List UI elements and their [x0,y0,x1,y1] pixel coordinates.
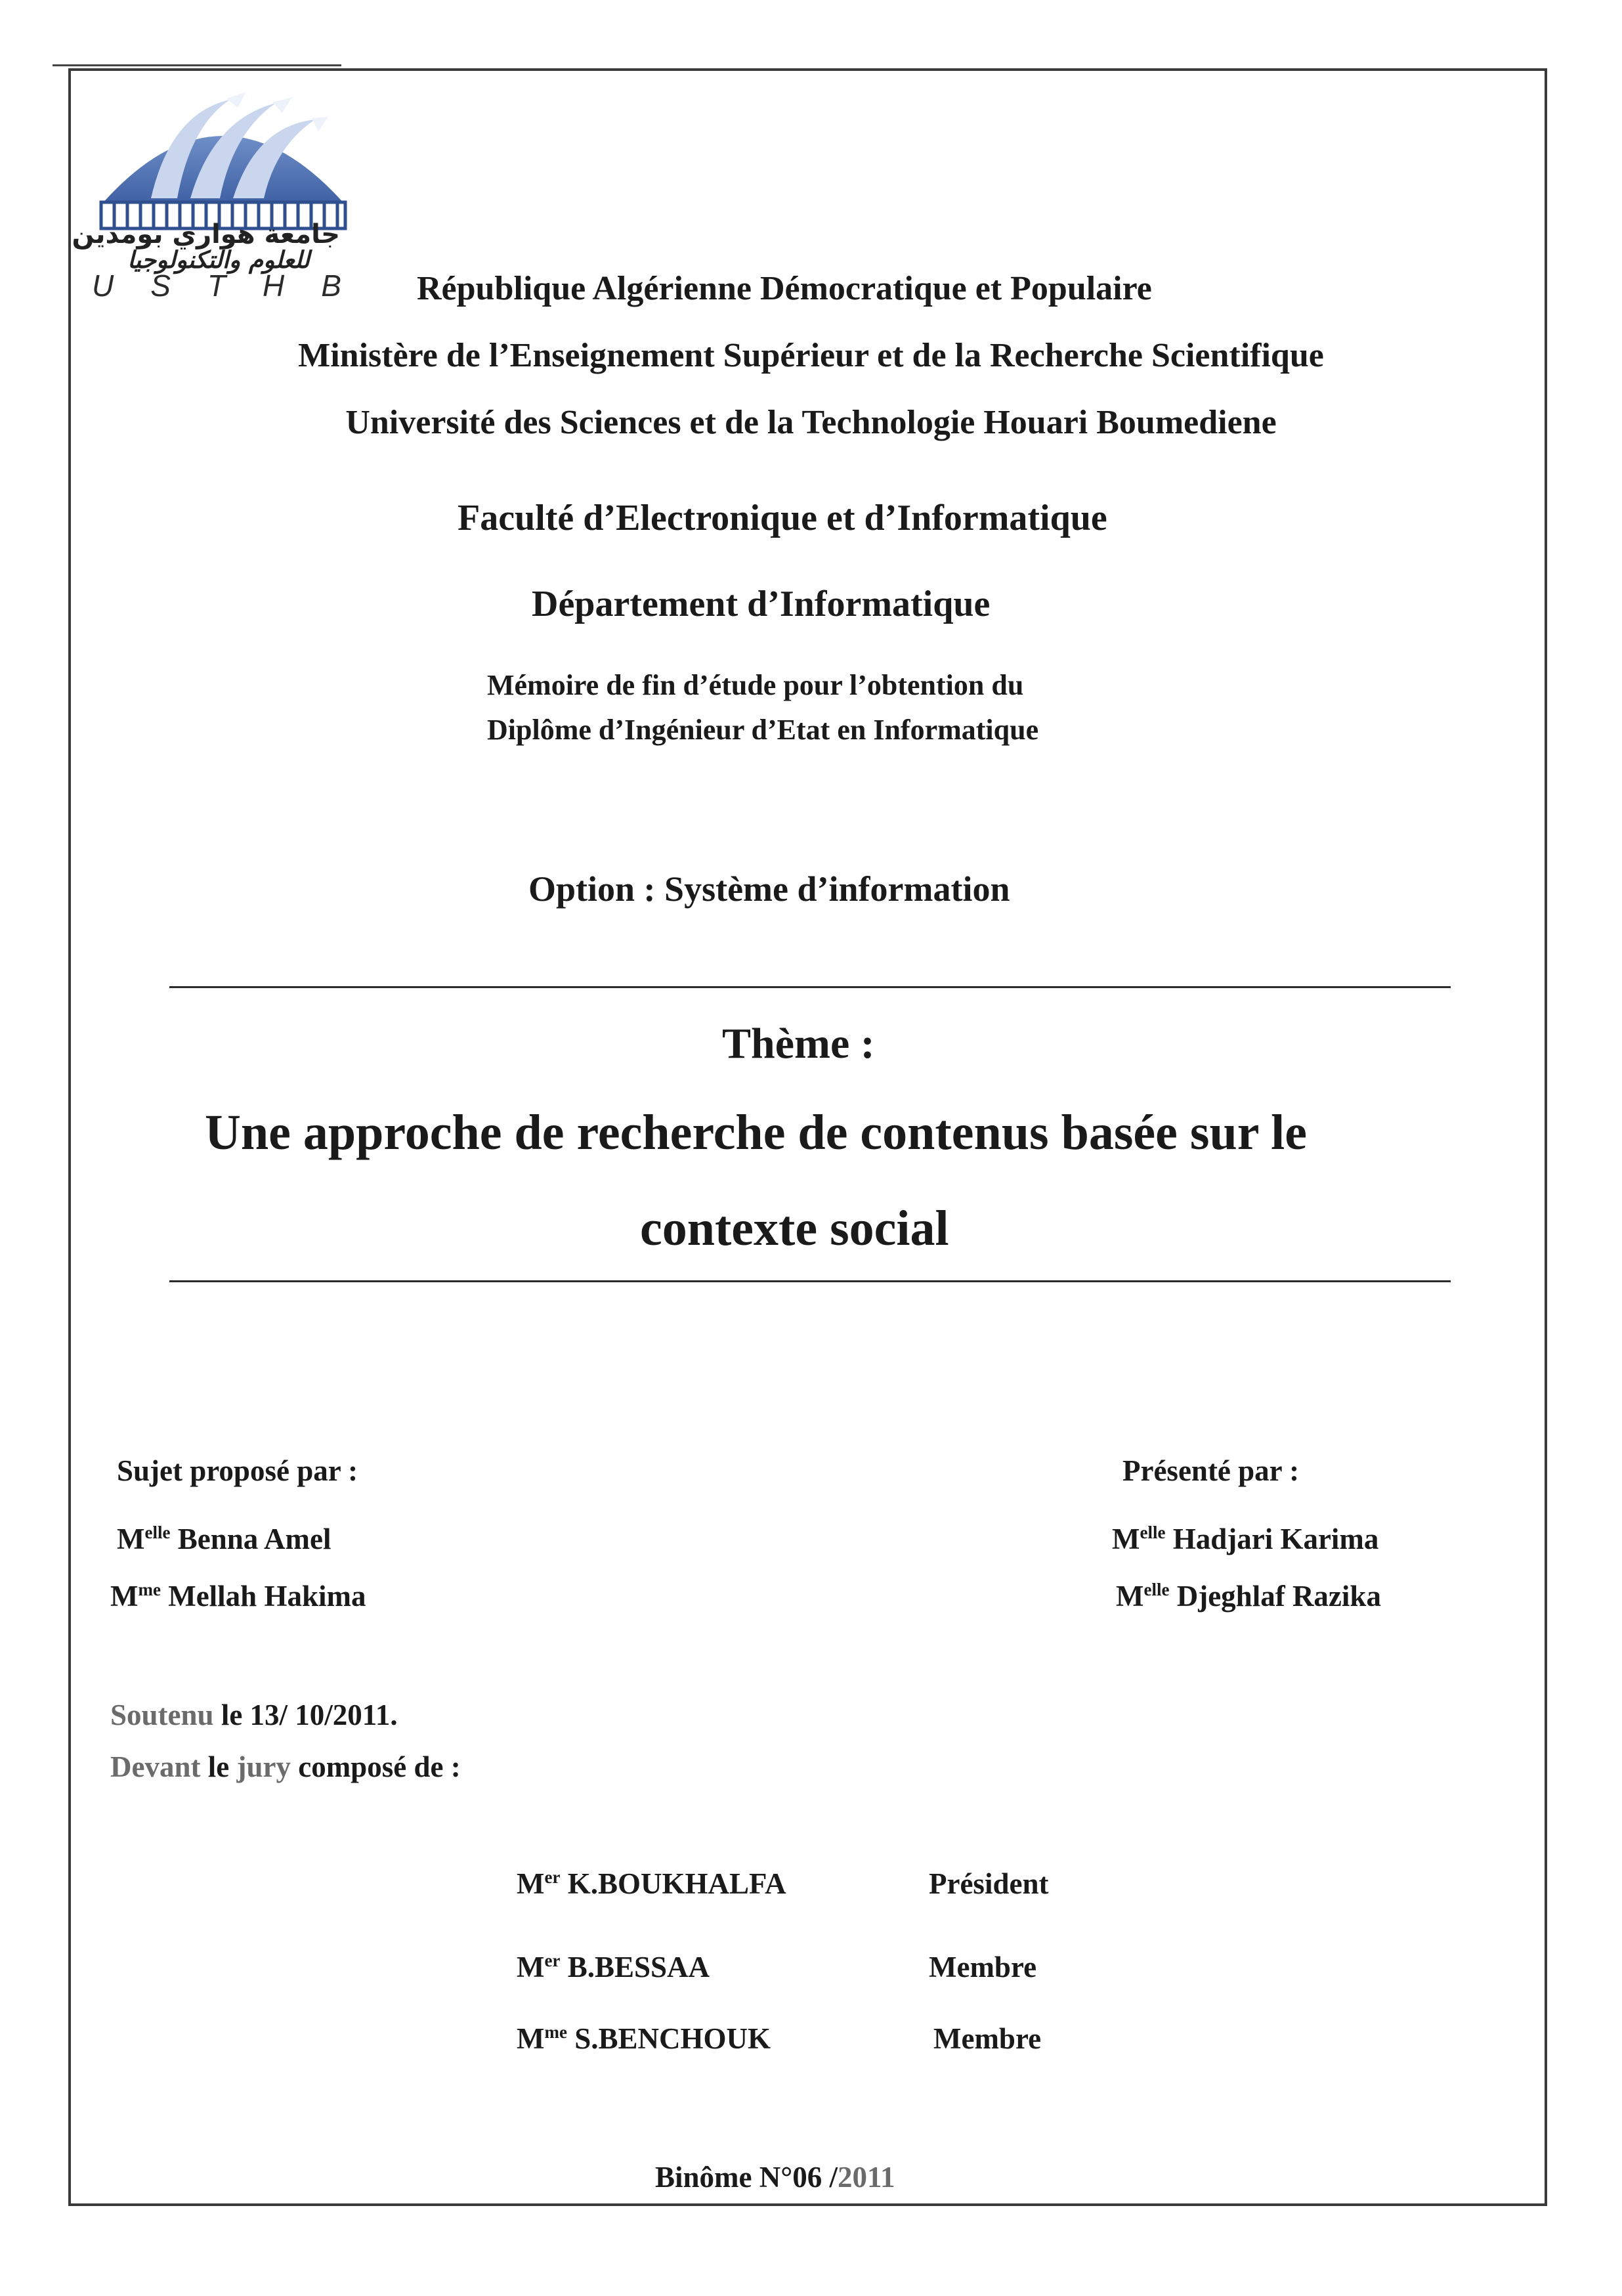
logo-letter: S [150,269,171,303]
logo-arabic-line-2: للعلوم والتكنولوجيا [127,247,310,274]
jury-member-name: Mer B.BESSAA [517,1951,710,1983]
department-line: Département d’Informatique [532,584,991,624]
presented-heading: Présenté par : [1122,1454,1300,1487]
logo-acronym [92,268,341,303]
logo-letter: B [321,269,341,303]
logo-letter: U [92,269,114,303]
logo-arabic-line-1: جامعة هواري بومدين [72,219,340,249]
theme-title-line-1: Une approche de recherche de contenus basée sur le [205,1105,1307,1160]
jury-member-name: Mer K.BOUKHALFA [517,1867,786,1900]
option-line: Option : Système d’information [528,869,1010,909]
ministry-line: Ministère de l’Enseignement Supérieur et de la Recherche Scientifique [298,337,1324,374]
top-rule [169,986,1451,988]
memoire-line-1: Mémoire de fin d’étude pour l’obtention du [487,669,1024,701]
logo-letter: H [263,269,285,303]
faculty-line: Faculté d’Electronique et d’Informatique [458,498,1107,538]
jury-member-name: $M^{me}$ S.BENCHOUK [517,2022,771,2055]
proposed-heading: Sujet proposé par : [117,1454,358,1487]
jury-member-role: Membre [929,1951,1037,1983]
university-line: Université des Sciences et de la Technologie Houari Boumediene [345,404,1277,441]
usthb-logo-icon [92,74,354,231]
binome-number: Binôme N°06 /2011 [655,2161,895,2194]
theme-label: Thème : [722,1020,875,1068]
bottom-rule [169,1280,1451,1282]
top-edge-line [53,64,341,66]
proposed-person: $M^{elle}$ Benna Amel [117,1523,331,1555]
jury-member-role: Président [929,1867,1049,1900]
theme-title-line-2: contexte social [640,1201,949,1256]
defense-date: Soutenu le 13/ 10/2011. [110,1699,398,1731]
presented-person: $M^{elle}$ Hadjari Karima [1112,1523,1379,1555]
logo-letter: T [207,269,226,303]
proposed-person: $M^{me}$ Mellah Hakima [110,1580,366,1613]
republic-line: République Algérienne Démocratique et Populaire [417,270,1152,307]
jury-member-role: Membre [933,2022,1042,2055]
jury-intro: Devant le jury composé de : [110,1750,461,1783]
presented-person: $M^{elle}$ Djeghlaf Razika [1116,1580,1381,1613]
memoire-line-2: Diplôme d’Ingénieur d’Etat en Informatique [487,714,1039,746]
